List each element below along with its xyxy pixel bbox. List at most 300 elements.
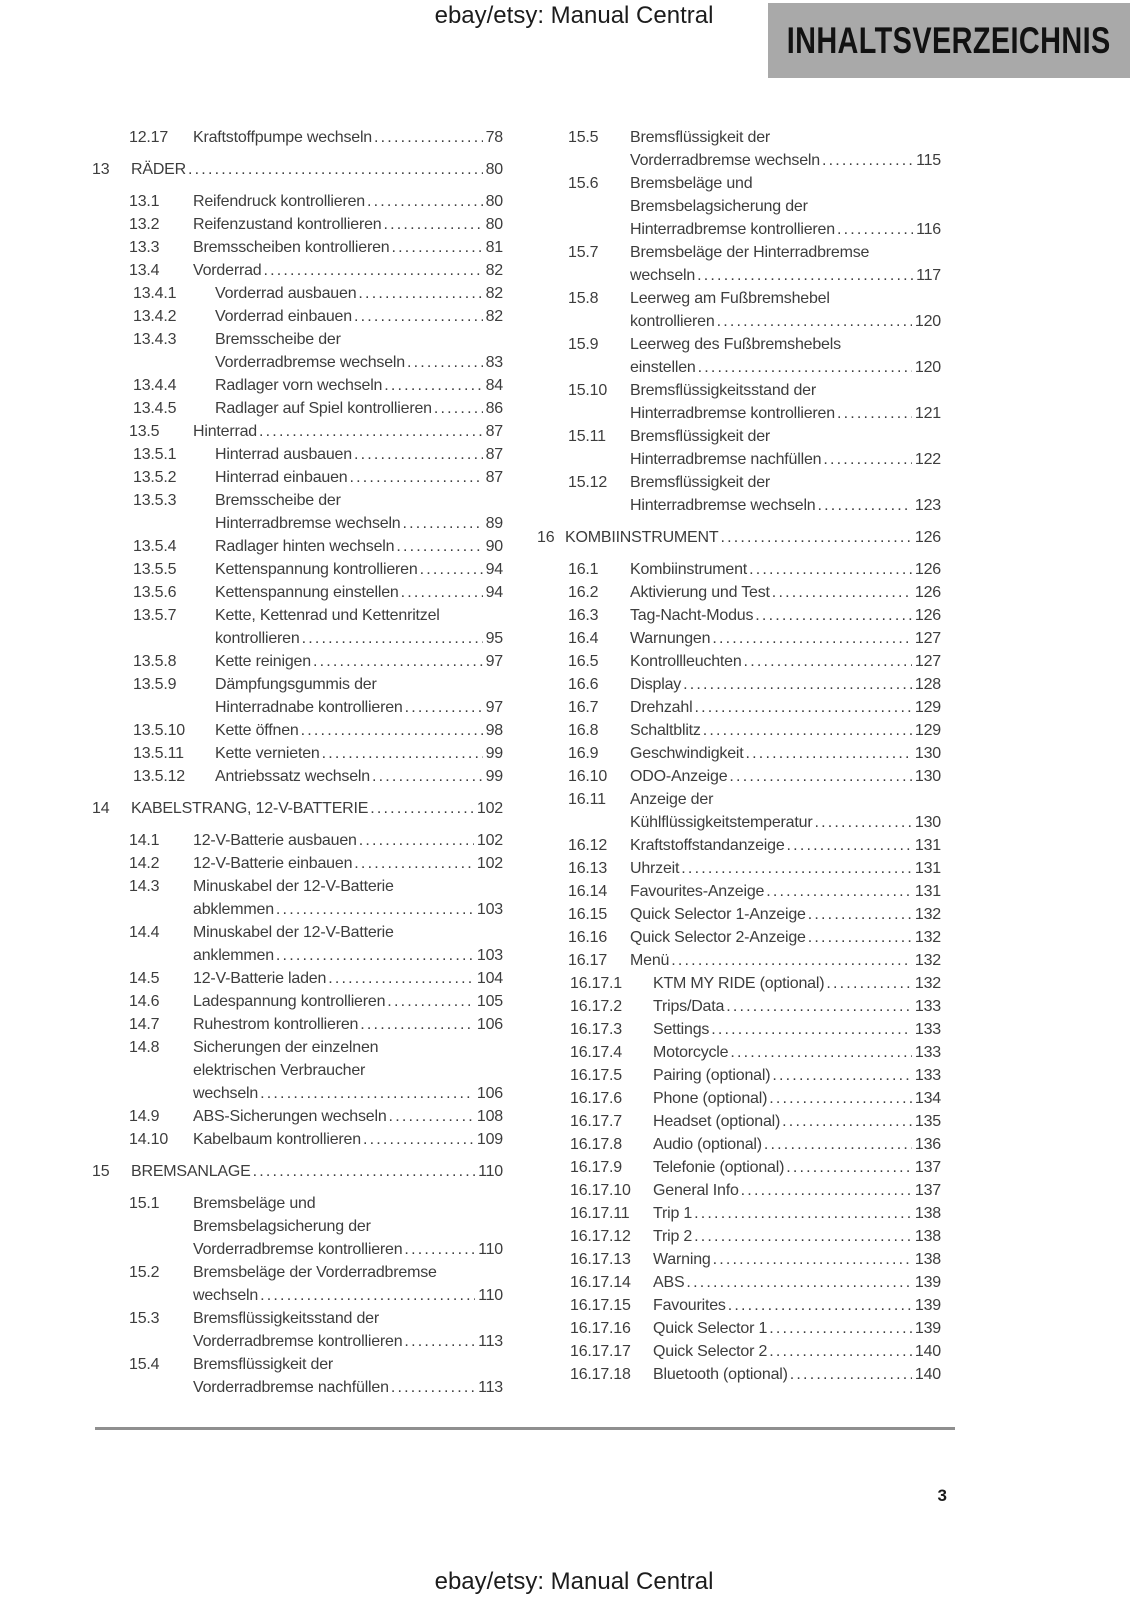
toc-entry-title: kontrollieren bbox=[630, 313, 715, 330]
toc-entry-page: 133 bbox=[914, 1067, 941, 1084]
toc-entry-title: Kontrollleuchten bbox=[630, 653, 742, 670]
toc-entry-title-line bbox=[215, 512, 503, 535]
toc-entry-title-line bbox=[630, 719, 941, 742]
toc-entry-title-line bbox=[630, 949, 941, 972]
toc-entry-page: 110 bbox=[478, 1241, 503, 1258]
leader-dots bbox=[786, 1156, 912, 1179]
toc-entry-number: 16.17.14 bbox=[570, 1274, 631, 1291]
toc-entry-page: 139 bbox=[914, 1320, 941, 1337]
toc-entry-number: 16.17.5 bbox=[570, 1067, 622, 1084]
toc-entry-title-line bbox=[193, 259, 503, 282]
toc-entry-title: ODO-Anzeige bbox=[630, 768, 728, 785]
toc-entry-number: 16.17.12 bbox=[570, 1228, 631, 1245]
toc-entry-title-line bbox=[653, 1110, 941, 1133]
toc-entry-title-line: Bremsbeläge und bbox=[630, 175, 753, 192]
toc-entry-title-line: Leerweg des Fußbremshebels bbox=[630, 336, 841, 353]
toc-entry-title-line bbox=[630, 149, 941, 172]
toc-entry-title-line bbox=[630, 765, 941, 788]
leader-dots bbox=[391, 236, 482, 259]
toc-entry-title-line bbox=[215, 374, 503, 397]
toc-entry-page: 126 bbox=[914, 561, 941, 578]
toc-entry-title: Headset (optional) bbox=[653, 1113, 781, 1130]
toc-entry-page: 99 bbox=[485, 768, 503, 785]
toc-entry bbox=[92, 158, 503, 181]
leader-dots bbox=[730, 1041, 912, 1064]
toc-entry bbox=[537, 742, 941, 765]
toc-entry-title-line bbox=[630, 604, 941, 627]
leader-dots bbox=[389, 1105, 474, 1128]
toc-entry-title-line bbox=[215, 719, 503, 742]
toc-entry bbox=[537, 1363, 941, 1386]
toc-entry bbox=[537, 719, 941, 742]
toc-entry-page: 116 bbox=[916, 221, 941, 238]
leader-dots bbox=[403, 512, 483, 535]
toc-entry bbox=[92, 1353, 503, 1399]
toc-entry-number: 13.4.1 bbox=[133, 285, 177, 302]
toc-entry-page: 80 bbox=[485, 216, 503, 233]
toc-entry-page: 131 bbox=[914, 860, 941, 877]
toc-entry-page: 127 bbox=[914, 653, 941, 670]
toc-entry-number: 16.7 bbox=[568, 699, 599, 716]
toc-entry bbox=[92, 259, 503, 282]
toc-entry-title: Kühlflüssigkeitstemperatur bbox=[630, 814, 813, 831]
toc-entry-title: Quick Selector 2 bbox=[653, 1343, 768, 1360]
toc-entry-title-line bbox=[653, 1202, 941, 1225]
toc-entry bbox=[92, 535, 503, 558]
leader-dots bbox=[387, 990, 474, 1013]
toc-entry-title: Geschwindigkeit bbox=[630, 745, 744, 762]
toc-entry bbox=[92, 604, 503, 650]
toc-entry-number: 14.4 bbox=[129, 924, 160, 941]
leader-dots bbox=[787, 834, 912, 857]
toc-entry-title: KABELSTRANG, 12-V-BATTERIE bbox=[131, 800, 369, 817]
toc-entry-number: 13.2 bbox=[129, 216, 160, 233]
toc-entry-page: 106 bbox=[476, 1085, 503, 1102]
toc-entry bbox=[537, 1064, 941, 1087]
toc-entry-title-line bbox=[630, 402, 941, 425]
leader-dots bbox=[818, 494, 912, 517]
toc-entry-page: 113 bbox=[478, 1333, 503, 1350]
leader-dots bbox=[434, 397, 483, 420]
toc-entry bbox=[92, 236, 503, 259]
toc-entry-page: 138 bbox=[914, 1251, 941, 1268]
toc-entry-number: 16.17.13 bbox=[570, 1251, 631, 1268]
toc-entry-title: Vorderradbremse kontrollieren bbox=[193, 1333, 403, 1350]
toc-entry-title-line bbox=[193, 1284, 503, 1307]
toc-entry-title-line bbox=[630, 448, 941, 471]
leader-dots bbox=[790, 1363, 912, 1386]
toc-entry bbox=[92, 673, 503, 719]
toc-entry bbox=[537, 857, 941, 880]
toc-entry-page: 120 bbox=[914, 359, 941, 376]
toc-entry-number: 13.4.3 bbox=[133, 331, 177, 348]
toc-entry-title: Warnungen bbox=[630, 630, 711, 647]
leader-dots bbox=[276, 944, 474, 967]
toc-entry bbox=[92, 466, 503, 489]
toc-entry-title-line bbox=[630, 218, 941, 241]
toc-entry bbox=[92, 374, 503, 397]
leader-dots bbox=[354, 305, 483, 328]
toc-entry-page: 130 bbox=[914, 745, 941, 762]
toc-entry-title: Telefonie (optional) bbox=[653, 1159, 785, 1176]
toc-entry-title: RÄDER bbox=[131, 161, 187, 178]
leader-dots bbox=[712, 627, 912, 650]
toc-entry-number: 16.13 bbox=[568, 860, 608, 877]
toc-entry-number: 13.4.4 bbox=[133, 377, 177, 394]
toc-entry-title-line bbox=[193, 213, 503, 236]
toc-entry-page: 140 bbox=[914, 1343, 941, 1360]
toc-entry bbox=[537, 172, 941, 241]
toc-entry-title-line bbox=[653, 1294, 941, 1317]
toc-entry-title: Hinterradbremse wechseln bbox=[215, 515, 401, 532]
toc-entry bbox=[92, 990, 503, 1013]
toc-entry-title-line bbox=[630, 310, 941, 333]
toc-entry bbox=[537, 995, 941, 1018]
toc-entry-page: 83 bbox=[485, 354, 503, 371]
toc-entry bbox=[92, 213, 503, 236]
toc-entry-title-line bbox=[193, 1013, 503, 1036]
toc-entry-number: 13.5.1 bbox=[133, 446, 177, 463]
toc-entry bbox=[537, 765, 941, 788]
toc-entry-title: Kette vernieten bbox=[215, 745, 320, 762]
toc-entry-number: 13.5.5 bbox=[133, 561, 177, 578]
toc-entry-title: Trip 1 bbox=[653, 1205, 693, 1222]
toc-entry-number: 16.5 bbox=[568, 653, 599, 670]
toc-entry-title: Menü bbox=[630, 952, 670, 969]
leader-dots bbox=[313, 650, 483, 673]
toc-entry-title: Kettenspannung einstellen bbox=[215, 584, 399, 601]
toc-entry-title-line bbox=[193, 420, 503, 443]
leader-dots bbox=[749, 558, 912, 581]
toc-entry-number: 15.5 bbox=[568, 129, 599, 146]
toc-entry-page: 133 bbox=[914, 1044, 941, 1061]
toc-entry-title: Kraftstoffstandanzeige bbox=[630, 837, 785, 854]
toc-entry-page: 94 bbox=[485, 561, 503, 578]
toc-entry-title: Hinterrad einbauen bbox=[215, 469, 348, 486]
toc-entry bbox=[92, 558, 503, 581]
toc-entry bbox=[537, 972, 941, 995]
toc-entry-number: 16.15 bbox=[568, 906, 608, 923]
toc-entry-number: 15.9 bbox=[568, 336, 599, 353]
toc-entry-title-line: Bremsbeläge und bbox=[193, 1195, 316, 1212]
footer-rule bbox=[95, 1427, 955, 1430]
toc-entry-page: 131 bbox=[914, 883, 941, 900]
toc-entry-title: Settings bbox=[653, 1021, 710, 1038]
toc-entry-number: 16.1 bbox=[568, 561, 599, 578]
toc-entry-title-line bbox=[653, 1179, 941, 1202]
toc-entry-number: 14.10 bbox=[129, 1131, 169, 1148]
toc-entry-page: 132 bbox=[914, 929, 941, 946]
leader-dots bbox=[764, 1133, 912, 1156]
leader-dots bbox=[772, 1064, 912, 1087]
toc-entry-title: Vorderradbremse wechseln bbox=[215, 354, 405, 371]
toc-entry bbox=[537, 241, 941, 287]
toc-entry-title: Trip 2 bbox=[653, 1228, 693, 1245]
leader-dots bbox=[837, 402, 912, 425]
toc-entry-title-line bbox=[653, 1041, 941, 1064]
toc-entry-number: 16.17.17 bbox=[570, 1343, 631, 1360]
toc-entry-number: 13.5 bbox=[129, 423, 160, 440]
toc-entry-title: Radlager hinten wechseln bbox=[215, 538, 395, 555]
toc-entry bbox=[92, 765, 503, 788]
leader-dots bbox=[384, 213, 483, 236]
leader-dots bbox=[681, 857, 912, 880]
toc-entry-title-line bbox=[215, 535, 503, 558]
leader-dots bbox=[683, 673, 912, 696]
leader-dots bbox=[814, 811, 911, 834]
leader-dots bbox=[328, 967, 474, 990]
toc-entry-title: Warning bbox=[653, 1251, 711, 1268]
toc-entry-number: 14.8 bbox=[129, 1039, 160, 1056]
toc-entry-title: wechseln bbox=[193, 1287, 259, 1304]
toc-entry-title: Hinterradnabe kontrollieren bbox=[215, 699, 403, 716]
toc-entry-number: 16.10 bbox=[568, 768, 608, 785]
leader-dots bbox=[322, 742, 483, 765]
leader-dots bbox=[370, 797, 474, 820]
toc-entry-page: 103 bbox=[476, 901, 503, 918]
toc-entry-title-line bbox=[653, 1018, 941, 1041]
toc-column-right bbox=[537, 126, 941, 1386]
leader-dots bbox=[367, 190, 483, 213]
toc-entry-title: ABS-Sicherungen wechseln bbox=[193, 1108, 387, 1125]
toc-entry bbox=[92, 1013, 503, 1036]
toc-entry-page: 117 bbox=[916, 267, 941, 284]
toc-entry bbox=[537, 471, 941, 517]
toc-entry-page: 133 bbox=[914, 1021, 941, 1038]
toc-entry bbox=[537, 834, 941, 857]
toc-entry bbox=[92, 1307, 503, 1353]
toc-entry-number: 14.1 bbox=[129, 832, 160, 849]
toc-entry-title-line bbox=[653, 1248, 941, 1271]
toc-entry-title-line: Minuskabel der 12-V-Batterie bbox=[193, 924, 394, 941]
toc-entry-title: Drehzahl bbox=[630, 699, 693, 716]
toc-entry-page: 80 bbox=[485, 161, 503, 178]
toc-entry-page: 110 bbox=[478, 1163, 503, 1180]
toc-entry-title-line bbox=[653, 972, 941, 995]
toc-entry-title-line bbox=[653, 1064, 941, 1087]
leader-dots bbox=[720, 526, 911, 549]
toc-entry-title: Display bbox=[630, 676, 682, 693]
toc-entry bbox=[537, 333, 941, 379]
toc-entry-title-line bbox=[193, 898, 503, 921]
toc-entry-number: 13.5.10 bbox=[133, 722, 185, 739]
toc-entry-title: Vorderradbremse wechseln bbox=[630, 152, 820, 169]
toc-entry-title-line: Bremsbeläge der Hinterradbremse bbox=[630, 244, 870, 261]
toc-entry-title-line bbox=[630, 356, 941, 379]
toc-entry bbox=[92, 190, 503, 213]
toc-entry-title: Bluetooth (optional) bbox=[653, 1366, 788, 1383]
toc-entry bbox=[537, 1294, 941, 1317]
toc-entry-number: 12.17 bbox=[129, 129, 169, 146]
toc-entry-title-line bbox=[193, 1128, 503, 1151]
toc-entry-title-line: Bremsflüssigkeitsstand der bbox=[630, 382, 816, 399]
toc-entry-title-line bbox=[630, 264, 941, 287]
toc-entry-title-line bbox=[630, 581, 941, 604]
toc-entry-title: Vorderrad einbauen bbox=[215, 308, 352, 325]
toc-entry-title-line bbox=[630, 880, 941, 903]
toc-entry-page: 115 bbox=[916, 152, 941, 169]
leader-dots bbox=[302, 627, 483, 650]
toc-entry-title-line: Bremsflüssigkeit der bbox=[630, 428, 771, 445]
toc-entry-page: 109 bbox=[476, 1131, 503, 1148]
toc-entry-page: 82 bbox=[485, 308, 503, 325]
toc-entry-title-line: Bremsbelagsicherung der bbox=[630, 198, 808, 215]
toc-entry-number: 13 bbox=[92, 161, 110, 178]
leader-dots bbox=[808, 903, 912, 926]
toc-entry-page: 139 bbox=[914, 1274, 941, 1291]
toc-entry-page: 133 bbox=[914, 998, 941, 1015]
toc-entry-title-line bbox=[193, 1238, 503, 1261]
toc-entry-title: Kette reinigen bbox=[215, 653, 311, 670]
leader-dots bbox=[188, 158, 483, 181]
toc-entry bbox=[537, 673, 941, 696]
toc-entry-title-line: elektrischen Verbraucher bbox=[193, 1062, 366, 1079]
toc-entry-title-line bbox=[565, 526, 941, 549]
toc-entry-page: 87 bbox=[485, 469, 503, 486]
toc-entry bbox=[92, 650, 503, 673]
toc-entry-title-line bbox=[215, 696, 503, 719]
toc-entry-title-line bbox=[630, 742, 941, 765]
leader-dots bbox=[823, 448, 912, 471]
toc-entry-title: Schaltblitz bbox=[630, 722, 701, 739]
toc-entry-title: Phone (optional) bbox=[653, 1090, 768, 1107]
toc-entry-page: 97 bbox=[485, 699, 503, 716]
toc-entry-page: 139 bbox=[914, 1297, 941, 1314]
leader-dots bbox=[396, 535, 482, 558]
toc-entry-page: 105 bbox=[476, 993, 503, 1010]
toc-entry-page: 132 bbox=[914, 906, 941, 923]
toc-entry-title: Motorcycle bbox=[653, 1044, 729, 1061]
toc-entry-page: 90 bbox=[485, 538, 503, 555]
toc-entry-title: einstellen bbox=[630, 359, 696, 376]
toc-entry-page: 113 bbox=[478, 1379, 503, 1396]
toc-entry bbox=[92, 967, 503, 990]
toc-entry bbox=[537, 1225, 941, 1248]
toc-entry-page: 140 bbox=[914, 1366, 941, 1383]
toc-entry-number: 16.17 bbox=[568, 952, 608, 969]
toc-entry-title-line bbox=[193, 236, 503, 259]
toc-entry-page: 126 bbox=[914, 584, 941, 601]
toc-entry bbox=[537, 558, 941, 581]
toc-entry-title-line bbox=[193, 944, 503, 967]
toc-entry bbox=[92, 921, 503, 967]
toc-entry-number: 15.7 bbox=[568, 244, 599, 261]
toc-entry-number: 14.5 bbox=[129, 970, 160, 987]
toc-entry-number: 16.17.18 bbox=[570, 1366, 631, 1383]
toc-entry-page: 108 bbox=[476, 1108, 503, 1125]
page-number: 3 bbox=[937, 1486, 947, 1505]
toc-entry-title-line bbox=[131, 158, 503, 181]
toc-entry-title-line: Bremsflüssigkeit der bbox=[193, 1356, 334, 1373]
toc-entry-title: Kette öffnen bbox=[215, 722, 299, 739]
toc-entry-title-line: Bremsscheibe der bbox=[215, 492, 341, 509]
toc-entry-number: 16.17.10 bbox=[570, 1182, 631, 1199]
toc-entry-title: Kraftstoffpumpe wechseln bbox=[193, 129, 373, 146]
toc-entry bbox=[537, 627, 941, 650]
toc-entry-title-line bbox=[215, 443, 503, 466]
toc-entry-title: Favourites bbox=[653, 1297, 726, 1314]
toc-entry-number: 16.17.15 bbox=[570, 1297, 631, 1314]
toc-entry-page: 110 bbox=[478, 1287, 503, 1304]
toc-entry-number: 16.9 bbox=[568, 745, 599, 762]
toc-entry bbox=[537, 1133, 941, 1156]
toc-entry bbox=[537, 949, 941, 972]
toc-entry-title-line bbox=[215, 466, 503, 489]
toc-entry-number: 13.5.4 bbox=[133, 538, 177, 555]
toc-entry-title: Vorderradbremse nachfüllen bbox=[193, 1379, 389, 1396]
toc-entry-title-line bbox=[653, 1133, 941, 1156]
leader-dots bbox=[769, 1317, 912, 1340]
toc-entry-page: 84 bbox=[485, 377, 503, 394]
toc-entry-title: Quick Selector 1 bbox=[653, 1320, 768, 1337]
toc-entry-title: Vorderradbremse kontrollieren bbox=[193, 1241, 403, 1258]
toc-entry-title: anklemmen bbox=[193, 947, 274, 964]
toc-entry-title-line bbox=[630, 696, 941, 719]
toc-entry-page: 82 bbox=[485, 285, 503, 302]
toc-entry-title: Hinterradbremse kontrollieren bbox=[630, 405, 835, 422]
toc-entry-number: 15.2 bbox=[129, 1264, 160, 1281]
toc-entry-title: General Info bbox=[653, 1182, 739, 1199]
leader-dots bbox=[726, 995, 912, 1018]
toc-entry bbox=[537, 1179, 941, 1202]
toc-entry-title-line bbox=[193, 1330, 503, 1353]
toc-entry-title-line bbox=[653, 1156, 941, 1179]
toc-entry bbox=[92, 1192, 503, 1261]
leader-dots bbox=[694, 696, 911, 719]
toc-entry-title-line bbox=[215, 282, 503, 305]
toc-entry-number: 14.6 bbox=[129, 993, 160, 1010]
toc-entry-title: Hinterradbremse nachfüllen bbox=[630, 451, 822, 468]
toc-entry-page: 102 bbox=[476, 800, 503, 817]
toc-entry-title-line bbox=[630, 926, 941, 949]
toc-entry-page: 135 bbox=[914, 1113, 941, 1130]
leader-dots bbox=[766, 880, 912, 903]
leader-dots bbox=[358, 282, 482, 305]
leader-dots bbox=[374, 126, 483, 149]
toc-entry-number: 16.6 bbox=[568, 676, 599, 693]
toc-entry-title-line bbox=[193, 1105, 503, 1128]
toc-entry-number: 16.12 bbox=[568, 837, 608, 854]
toc-entry-page: 132 bbox=[914, 975, 941, 992]
toc-entry-title-line: Kette, Kettenrad und Kettenritzel bbox=[215, 607, 440, 624]
toc-entry-title-line bbox=[630, 558, 941, 581]
toc-entry-number: 13.4.2 bbox=[133, 308, 177, 325]
toc-entry bbox=[92, 797, 503, 820]
toc-entry-number: 13.1 bbox=[129, 193, 160, 210]
toc-entry-page: 134 bbox=[914, 1090, 941, 1107]
leader-dots bbox=[713, 1248, 912, 1271]
toc-entry-page: 120 bbox=[914, 313, 941, 330]
leader-dots bbox=[694, 1225, 912, 1248]
toc-entry-number: 16.17.11 bbox=[570, 1205, 630, 1222]
page-title-box bbox=[768, 3, 1130, 78]
leader-dots bbox=[354, 852, 474, 875]
leader-dots bbox=[359, 829, 474, 852]
leader-dots bbox=[259, 420, 483, 443]
toc-entry bbox=[537, 1156, 941, 1179]
toc-entry-number: 13.5.8 bbox=[133, 653, 177, 670]
toc-entry-number: 16.4 bbox=[568, 630, 599, 647]
toc-entry-title: BREMSANLAGE bbox=[131, 1163, 251, 1180]
toc-entry-title: Quick Selector 2-Anzeige bbox=[630, 929, 806, 946]
toc-entry bbox=[92, 1160, 503, 1183]
toc-entry bbox=[92, 420, 503, 443]
toc-entry-number: 15 bbox=[92, 1163, 110, 1180]
toc-entry-title-line: Sicherungen der einzelnen bbox=[193, 1039, 379, 1056]
toc-entry-number: 16.17.7 bbox=[570, 1113, 622, 1130]
leader-dots bbox=[301, 719, 483, 742]
toc-entry bbox=[537, 696, 941, 719]
